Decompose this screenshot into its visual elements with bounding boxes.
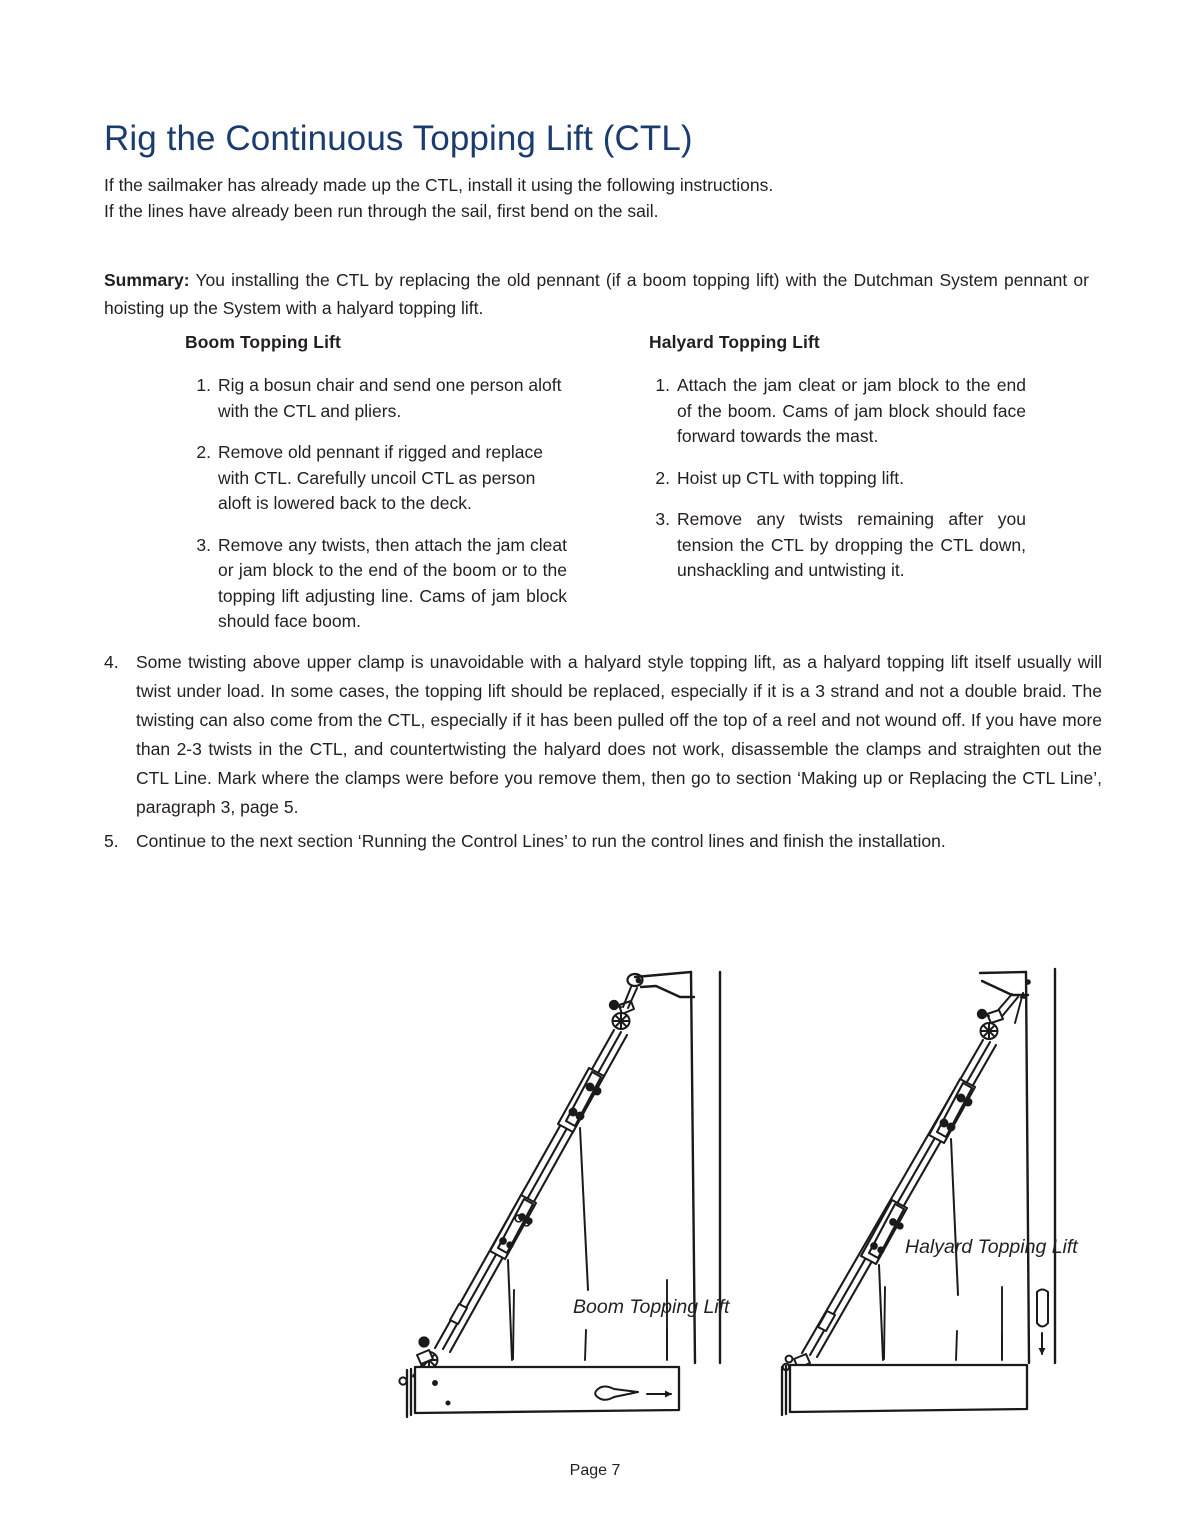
figure-caption-halyard: Halyard Topping Lift (905, 1236, 1078, 1258)
step-text: Rig a bosun chair and send one person aloft with the CTL and pliers. (218, 375, 562, 421)
column-halyard-topping-lift (644, 332, 1026, 600)
step-text: Remove any twists remaining after you tension the CTL by dropping the CTL down, unshackling and untwisting it. (677, 509, 1026, 580)
step-text: Remove old pennant if rigged and replace with CTL. Carefully uncoil CTL as person aloft is lowered back to the deck. (218, 442, 543, 513)
summary-text: You installing the CTL by replacing the old pennant (if a boom topping lift) with the Dutchman System pennant or hoisting up the System with a halyard topping lift. (104, 269, 1089, 318)
halyard-direction-arrow (1015, 992, 1026, 1024)
diagram-boom-topping-lift (399, 972, 720, 1417)
summary-label: Summary: (104, 269, 190, 290)
two-column-procedures (104, 332, 1094, 632)
paragraph-text: Continue to the next section ‘Running the Control Lines’ to run the control lines and finish the installation. (136, 831, 946, 851)
diagram-halyard-topping-lift (782, 969, 1055, 1415)
paragraph-number: 5. (104, 831, 119, 851)
list-item (644, 373, 1026, 450)
list-item (185, 533, 567, 635)
sail-seam-lines (884, 1287, 1002, 1360)
step-number: 3. (196, 534, 211, 555)
list-item (644, 466, 1026, 492)
intro-line-2: If the lines have already been run through the sail, first bend on the sail. (104, 201, 659, 221)
drop-direction-arrow (1039, 1333, 1046, 1355)
topping-lift-line (623, 987, 637, 1008)
masthead-crane (980, 972, 1030, 995)
page-title: Rig the Continuous Topping Lift (CTL) (104, 119, 693, 159)
shackle-swivel (978, 1010, 1003, 1039)
step-number: 2. (196, 442, 211, 462)
upper-clamp (558, 1068, 604, 1132)
list-item (644, 507, 1026, 584)
paragraph-5 (104, 827, 1102, 856)
upper-clamp (929, 1079, 975, 1143)
step-text: Hoist up CTL with topping lift. (677, 467, 904, 488)
column-heading-boom: Boom Topping Lift (185, 332, 341, 352)
paragraph-number: 4. (104, 652, 119, 672)
step-text: Remove any twists, then attach the jam cleat or jam block to the end of the boom or to the topping lift adjusting line. Cams of jam block should face boom. (218, 534, 567, 631)
intro-paragraph (104, 172, 1104, 224)
rigging-illustration (395, 935, 1115, 1440)
step-number: 3. (655, 509, 670, 529)
column-boom-topping-lift (185, 332, 567, 651)
masthead-crane (635, 972, 694, 997)
step-number: 2. (655, 467, 670, 488)
steps-list-halyard (644, 373, 1026, 584)
list-item (185, 440, 567, 517)
sail-seam-lines (513, 1280, 667, 1360)
page-number-footer: Page 7 (569, 1462, 621, 1479)
step-number: 1. (655, 375, 670, 395)
summary-paragraph (104, 266, 1089, 322)
column-heading-halyard: Halyard Topping Lift (649, 332, 820, 352)
lower-clamp (490, 1195, 536, 1259)
intro-line-1: If the sailmaker has already made up the CTL, install it using the following instructions. (104, 175, 774, 195)
figure-caption-boom: Boom Topping Lift (573, 1296, 730, 1318)
line-thimble (450, 1304, 467, 1324)
jam-block (1037, 1290, 1048, 1327)
boom (782, 1365, 1027, 1415)
illustration-svg (395, 935, 1115, 1440)
list-item (185, 373, 567, 424)
step-number: 1. (196, 375, 211, 395)
steps-list-boom (185, 373, 567, 635)
step-text: Attach the jam cleat or jam block to the end of the boom. Cams of jam block should face forward towards the mast. (677, 375, 1026, 446)
paragraph-text: Some twisting above upper clamp is unavoidable with a halyard style topping lift, as a halyard topping lift itself usually will twist under load. In some cases, the topping lift should be replaced, especially if it is a 3 strand and not a double braid. The twisting can also come from the CTL, especially if it has been pulled off the top of a reel and not wound off. If you have more than 2-3 twists in the CTL, and countertwisting the halyard does not work, disassemble the clamps and straighten out the CTL Line. Mark where the clamps were before you remove them, then go to section ‘Making up or Replacing the CTL Line’, paragraph 3, page 5. (136, 652, 1102, 817)
paragraph-4 (104, 648, 1102, 822)
